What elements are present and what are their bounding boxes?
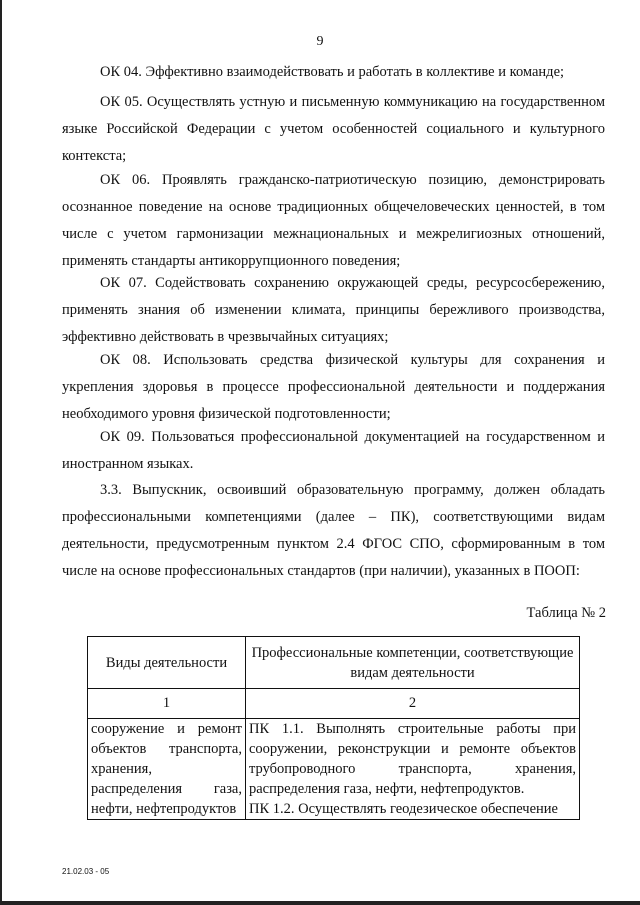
activity-line: объектов транспорта,	[91, 741, 242, 757]
competency-cell	[246, 719, 580, 820]
activity-line: сооружение и ремонт	[91, 721, 242, 737]
paragraph-3-3: 3.3. Выпускник, освоивший образовательную программу, должен обладать профессиональными компетенциями (далее – ПК), соответствующими видам деятельности, предусмотренным пунктом 2.4 ФГОС СПО, сформированным в том числе на основе профессиональных стандартов (при наличии), указанных в ПООП:	[62, 482, 605, 579]
page-number: 9	[316, 34, 324, 49]
column-number-1: 1	[88, 689, 246, 719]
scan-edge-left	[0, 0, 2, 905]
activity-line: распределения газа,	[91, 781, 242, 797]
paragraph-ok06: ОК 06. Проявлять гражданско-патриотическую позицию, демонстрировать осознанное поведение на основе традиционных общечеловеческих ценностей, в том числе с учетом гармонизации межнациональных и межрелигиозных отношений, применять стандарты антикоррупционного поведения;	[62, 172, 605, 269]
paragraph-ok07: ОК 07. Содействовать сохранению окружающей среды, ресурсосбережению, применять знания об изменении климата, принципы бережливого производства, эффективно действовать в чрезвычайных ситуациях;	[62, 275, 605, 345]
paragraph-ok09: ОК 09. Пользоваться профессиональной документацией на государственном и иностранном языках.	[62, 429, 605, 472]
header-activities: Виды деятельности	[88, 637, 246, 689]
activity-cell	[88, 719, 246, 820]
competency-line: ПК 1.1. Выполнять строительные работы при	[249, 721, 576, 737]
activity-line: хранения,	[91, 761, 152, 777]
table-row	[88, 719, 580, 820]
paragraph-ok08: ОК 08. Использовать средства физической культуры для сохранения и укрепления здоровья в процессе профессиональной деятельности и поддержания необходимого уровня физической подготовленности;	[62, 352, 605, 422]
competency-line: распределения газа, нефти, нефтепродуктов.	[249, 781, 525, 797]
paragraph-ok05: ОК 05. Осуществлять устную и письменную коммуникацию на государственном языке Российской Федерации с учетом особенностей социального и культурного контекста;	[62, 94, 605, 164]
table-label: Таблица № 2	[526, 605, 606, 621]
paragraph-ok04: ОК 04. Эффективно взаимодействовать и работать в коллективе и команде;	[100, 64, 565, 80]
header-competencies: Профессиональные компетенции, соответствующие видам деятельности	[246, 637, 580, 689]
competency-line: ПК 1.2. Осуществлять геодезическое обеспечение	[249, 801, 558, 817]
table-header-row	[88, 637, 580, 689]
scan-edge-bottom	[0, 901, 640, 905]
table-number-row	[88, 689, 580, 719]
column-number-2: 2	[246, 689, 580, 719]
activity-line: нефти, нефтепродуктов	[91, 801, 237, 817]
competencies-table	[87, 636, 580, 820]
competency-line: сооружении, реконструкции и ремонте объектов	[249, 741, 576, 757]
footer-document-code: 21.02.03 - 05	[62, 867, 110, 876]
competency-line: трубопроводного транспорта, хранения,	[249, 761, 576, 777]
